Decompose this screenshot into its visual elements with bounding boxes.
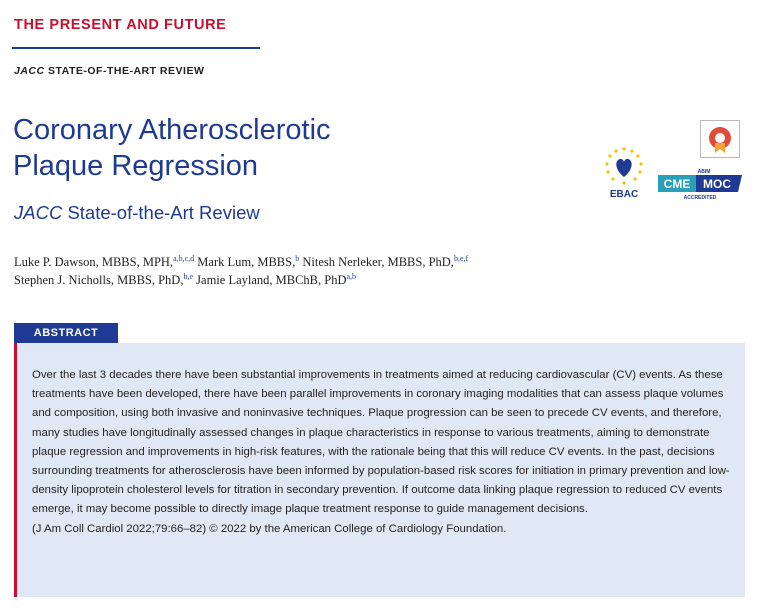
author-name: Luke P. Dawson, MBBS, MPH, [14, 255, 174, 269]
author-name: Mark Lum, MBBS, [194, 255, 296, 269]
section-tag: THE PRESENT AND FUTURE [14, 17, 227, 33]
series-type: STATE-OF-THE-ART REVIEW [44, 65, 205, 77]
author-name: Jamie Layland, MBChB, PhD [193, 273, 347, 287]
author-name: Stephen J. Nicholls, MBBS, PhD, [14, 273, 184, 287]
author-affiliation: a,b [346, 272, 357, 281]
article-title [13, 112, 331, 184]
abstract-paragraph: Over the last 3 decades there have been substantial improvements in treatments aimed at reducing cardiovascular (CV) events. As these treatments have been developed, there have been parallel improvements in coronary imaging modalities that can assess plaque volumes and composition, using both invasive and noninvasive techniques. Plaque progression can be seen to precede CV events, and therefore, many studies have longitudinally assessed changes in plaque characteristics in response to various treatments, aiming to demonstrate plaque regression and improvements in high-risk features, with the rationale being that this will reduce CV events. In the past, decisions surrounding treatments for atherosclerosis have been informed by population-based risk scores for initiation in primary prevention and low-density lipoprotein cholesterol levels for titration in secondary prevention. If outcome data linking plaque regression to reduced CV events emerge, it may become possible to directly image plaque treatment response to guide management decisions. [32, 369, 730, 516]
series-journal: JACC [14, 65, 45, 77]
author-affiliation: b [295, 254, 300, 263]
series-label [14, 65, 204, 77]
bookmark-badge-icon [700, 120, 740, 158]
abim-label: ABIM [697, 169, 711, 175]
ebac-logo [598, 147, 650, 206]
author-affiliation: a,b,c,d [173, 254, 195, 263]
section-divider [12, 47, 260, 49]
abstract-body [32, 366, 734, 539]
author-affiliation: b,e [183, 272, 194, 281]
author-list [14, 253, 654, 289]
moc-label: MOC [703, 177, 731, 191]
cme-moc-logo [656, 166, 746, 207]
article-subtitle [14, 202, 260, 224]
author-affiliation: b,e,f [453, 254, 469, 263]
subtitle-journal: JACC [14, 202, 63, 223]
abstract-citation: (J Am Coll Cardiol 2022;79:66–82) © 2022 by the American College of Cardiology Foundation. [32, 522, 507, 535]
title-line-2: Plaque Regression [13, 150, 259, 182]
subtitle-rest: State-of-the-Art Review [62, 202, 260, 223]
abstract-heading: ABSTRACT [14, 323, 118, 343]
author-name: Nitesh Nerleker, MBBS, PhD, [299, 255, 454, 269]
title-line-1: Coronary Atherosclerotic [13, 114, 331, 146]
ebac-logo-label: EBAC [609, 189, 639, 200]
accredited-label: ACCREDITED [683, 195, 717, 201]
cme-label: CME [663, 177, 691, 191]
